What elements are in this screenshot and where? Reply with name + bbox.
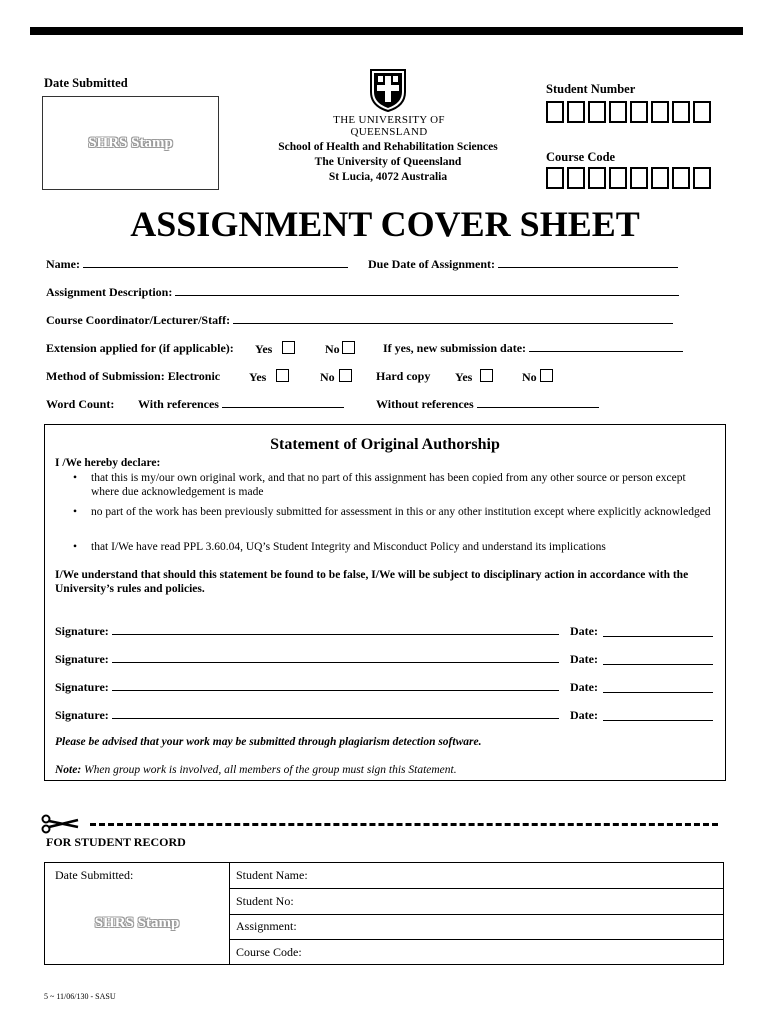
record-student-name-label[interactable]: Student Name: bbox=[236, 868, 308, 882]
code-box[interactable] bbox=[630, 167, 648, 189]
digit-box[interactable] bbox=[588, 101, 606, 123]
record-date-submitted-label: Date Submitted: bbox=[55, 868, 134, 882]
method-row bbox=[46, 369, 220, 384]
electronic-yes bbox=[249, 369, 289, 385]
date-label: Date: bbox=[570, 680, 598, 694]
date-label: Date: bbox=[570, 652, 598, 666]
cut-line bbox=[90, 823, 718, 826]
record-course-code-label[interactable]: Course Code: bbox=[236, 945, 302, 959]
without-references-row bbox=[376, 397, 599, 412]
record-hline bbox=[229, 888, 723, 889]
digit-box[interactable] bbox=[630, 101, 648, 123]
electronic-yes-checkbox[interactable] bbox=[276, 369, 289, 382]
date-submitted-label: Date Submitted bbox=[44, 76, 128, 90]
code-box[interactable] bbox=[693, 167, 711, 189]
plagiarism-notice: Please be advised that your work may be submitted through plagiarism detection software. bbox=[55, 736, 482, 748]
signature-row bbox=[55, 680, 720, 695]
assignment-description-row bbox=[46, 285, 679, 300]
due-date-line[interactable] bbox=[498, 257, 678, 268]
record-stamp-text: SHRS Stamp bbox=[94, 915, 180, 931]
university-name: THE UNIVERSITY OF QUEENSLAND bbox=[333, 114, 445, 138]
due-date-label: Due Date of Assignment: bbox=[368, 257, 495, 271]
digit-box[interactable] bbox=[609, 101, 627, 123]
without-references-line[interactable] bbox=[477, 397, 599, 408]
school-line-3: St Lucia, 4072 Australia bbox=[328, 171, 448, 183]
bullet-dot: • bbox=[73, 472, 78, 484]
hard-copy-yes-label: Yes bbox=[455, 370, 473, 384]
submission-date-line[interactable] bbox=[529, 341, 683, 352]
signature-line[interactable] bbox=[112, 624, 559, 635]
code-box[interactable] bbox=[546, 167, 564, 189]
code-box[interactable] bbox=[651, 167, 669, 189]
code-box[interactable] bbox=[567, 167, 585, 189]
code-box[interactable] bbox=[588, 167, 606, 189]
with-references-line[interactable] bbox=[222, 397, 344, 408]
signature-row bbox=[55, 708, 720, 723]
stamp-box[interactable] bbox=[42, 96, 219, 190]
signature-label: Signature: bbox=[55, 652, 109, 666]
record-assignment-label[interactable]: Assignment: bbox=[236, 919, 297, 933]
digit-box[interactable] bbox=[693, 101, 711, 123]
hard-copy-no-checkbox[interactable] bbox=[540, 369, 553, 382]
date-label: Date: bbox=[570, 624, 598, 638]
record-hline bbox=[229, 939, 723, 940]
student-number-label: Student Number bbox=[546, 82, 636, 96]
extension-no bbox=[325, 341, 355, 357]
coordinator-line[interactable] bbox=[233, 313, 673, 324]
student-number-boxes[interactable] bbox=[546, 101, 714, 123]
course-code-boxes[interactable] bbox=[546, 167, 714, 189]
record-hline bbox=[229, 914, 723, 915]
record-table bbox=[44, 862, 724, 965]
extension-no-label: No bbox=[325, 342, 340, 356]
electronic-yes-label: Yes bbox=[249, 370, 267, 384]
signature-line[interactable] bbox=[112, 652, 559, 663]
date-label: Date: bbox=[570, 708, 598, 722]
submission-date-label: If yes, new submission date: bbox=[383, 341, 527, 355]
with-references-row bbox=[138, 397, 344, 412]
electronic-label: : Electronic bbox=[160, 369, 221, 383]
hard-copy-no-label: No bbox=[522, 370, 537, 384]
digit-box[interactable] bbox=[546, 101, 564, 123]
extension-label: Extension applied for (if applicable): bbox=[46, 341, 234, 355]
assignment-description-label: Assignment Description: bbox=[46, 285, 173, 299]
signature-label: Signature: bbox=[55, 680, 109, 694]
signature-line[interactable] bbox=[112, 680, 559, 691]
hard-copy-yes-checkbox[interactable] bbox=[480, 369, 493, 382]
hard-copy-yes bbox=[455, 369, 493, 385]
authorship-box bbox=[44, 424, 726, 781]
assignment-description-line[interactable] bbox=[175, 285, 679, 296]
digit-box[interactable] bbox=[567, 101, 585, 123]
name-line[interactable] bbox=[83, 257, 348, 268]
electronic-no-label: No bbox=[320, 370, 335, 384]
digit-box[interactable] bbox=[672, 101, 690, 123]
code-box[interactable] bbox=[672, 167, 690, 189]
coordinator-row bbox=[46, 313, 673, 328]
digit-box[interactable] bbox=[651, 101, 669, 123]
bullet-dot: • bbox=[73, 506, 78, 518]
signature-label: Signature: bbox=[55, 708, 109, 722]
signature-row bbox=[55, 624, 720, 639]
hard-copy-no bbox=[522, 369, 553, 385]
due-date-row bbox=[368, 257, 678, 272]
name-row bbox=[46, 257, 348, 272]
date-line[interactable] bbox=[603, 626, 713, 637]
school-line-1: School of Health and Rehabilitation Sciences bbox=[278, 141, 498, 153]
date-line[interactable] bbox=[603, 710, 713, 721]
bullet-text: no part of the work has been previously submitted for assessment in this or any other institution except where explicitly acknowledged bbox=[91, 506, 711, 518]
stamp-text: SHRS Stamp bbox=[88, 135, 173, 151]
scissors-icon bbox=[40, 814, 82, 834]
record-student-no-label[interactable]: Student No: bbox=[236, 894, 294, 908]
name-label: Name: bbox=[46, 257, 80, 271]
bullet-text: that this is my/our own original work, and that no part of this assignment has been copied from any other source or person except where due acknowledgement is made bbox=[91, 472, 686, 498]
bullet-text: that I/We have read PPL 3.60.04, UQ’s Student Integrity and Misconduct Policy and understand its implications bbox=[91, 541, 606, 553]
method-label: Method of Submission bbox=[46, 369, 161, 383]
understand-text: I/We understand that should this statement be found to be false, I/We will be subject to disciplinary action in accordance with the University’s rules and policies. bbox=[55, 569, 689, 595]
extension-no-checkbox[interactable] bbox=[342, 341, 355, 354]
signature-row bbox=[55, 652, 720, 667]
note-text: When group work is involved, all members of the group must sign this Statement. bbox=[81, 764, 457, 776]
date-line[interactable] bbox=[603, 682, 713, 693]
group-work-note bbox=[55, 764, 457, 776]
course-code-label: Course Code bbox=[546, 150, 616, 164]
word-count-label: Word Count: bbox=[46, 397, 115, 411]
without-references-label: Without references bbox=[376, 397, 474, 411]
electronic-no-checkbox[interactable] bbox=[339, 369, 352, 382]
footer-code: 5 ~ 11/06/130 - SASU bbox=[44, 992, 116, 1001]
authorship-title: Statement of Original Authorship bbox=[270, 436, 500, 453]
signature-label: Signature: bbox=[55, 624, 109, 638]
submission-date-row bbox=[383, 341, 683, 356]
top-rule bbox=[30, 27, 743, 35]
university-crest-icon bbox=[368, 68, 408, 112]
school-line-2: The University of Queensland bbox=[314, 156, 462, 168]
extension-yes bbox=[255, 341, 295, 357]
extension-yes-checkbox[interactable] bbox=[282, 341, 295, 354]
code-box[interactable] bbox=[609, 167, 627, 189]
note-label: Note: bbox=[55, 764, 82, 776]
declare-text: I /We hereby declare: bbox=[55, 457, 161, 469]
date-line[interactable] bbox=[603, 654, 713, 665]
bullet-dot: • bbox=[73, 541, 78, 553]
with-references-label: With references bbox=[138, 397, 219, 411]
page-title: ASSIGNMENT COVER SHEET bbox=[130, 204, 640, 244]
record-title: FOR STUDENT RECORD bbox=[46, 835, 186, 849]
extension-yes-label: Yes bbox=[255, 342, 273, 356]
coordinator-label: Course Coordinator/Lecturer/Staff: bbox=[46, 313, 231, 327]
signature-line[interactable] bbox=[112, 708, 559, 719]
school-address bbox=[252, 140, 524, 185]
electronic-no bbox=[320, 369, 352, 385]
hard-copy-label: Hard copy bbox=[376, 369, 431, 383]
